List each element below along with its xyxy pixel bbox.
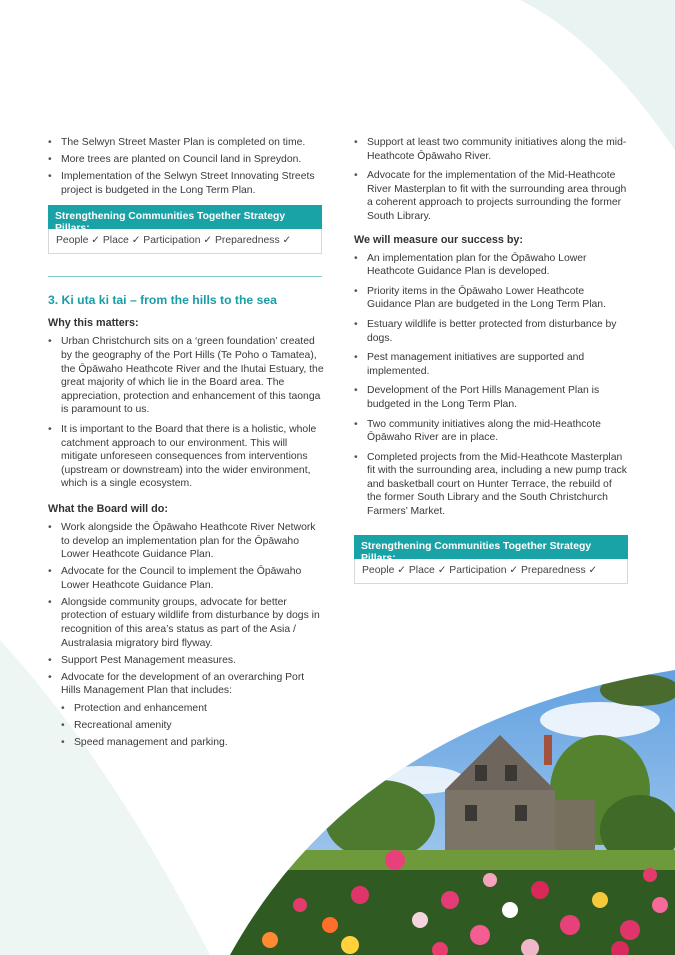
pillars-box <box>48 205 322 254</box>
list-item: • More trees are planted on Council land in Spreydon. <box>48 153 324 167</box>
section-divider <box>48 276 322 277</box>
why-heading: Why this matters: <box>48 317 139 330</box>
list-item: • Advocate for the Council to implement the Ōpāwaho Lower Heathcote Guidance Plan. <box>48 565 324 592</box>
left-column <box>48 136 324 753</box>
pillars-heading: Strengthening Communities Together Strategy Pillars: <box>48 205 322 229</box>
measure-heading: We will measure our success by: <box>354 233 524 246</box>
pillars-values: People ✓ Place ✓ Participation ✓ Preparedness ✓ <box>354 559 628 584</box>
list-item: • Advocate for the development of an overarching Port Hills Management Plan that includes: <box>48 671 324 698</box>
list-item: • Priority items in the Ōpāwaho Lower Heathcote Guidance Plan are budgeted in the Long Term Plan. <box>354 285 629 312</box>
section-title: 3. Ki uta ki tai – from the hills to the sea <box>48 293 277 308</box>
list-item: • Two community initiatives along the mid-Heathcote Ōpāwaho River are in place. <box>354 418 629 445</box>
why-bullet-list <box>48 335 324 491</box>
list-item: • Urban Christchurch sits on a ‘green foundation’ created by the geography of the Port Hills (Te Poho o Tamatea), the Ōpāwaho Heathcote River and the Ihutai Estuary, the great majority of which lie in the Board area. The appreciation, protection and enhancement of this taonga is paramount to us. <box>48 335 324 417</box>
list-item: • Support Pest Management measures. <box>48 654 324 668</box>
list-item: • Recreational amenity <box>61 719 324 733</box>
board-bullet-list <box>48 521 324 698</box>
list-item: • Protection and enhancement <box>61 702 324 716</box>
intro-bullet-list <box>48 136 324 197</box>
list-item: • The Selwyn Street Master Plan is completed on time. <box>48 136 324 150</box>
list-item: • It is important to the Board that there is a holistic, whole catchment approach to our environment. This will mitigate unforeseen consequences from interventions (upstream or downstream) into the wider environment, which is a single ecosystem. <box>48 423 324 491</box>
list-item: • An implementation plan for the Ōpāwaho Lower Heathcote Guidance Plan is developed. <box>354 252 629 279</box>
list-item: • Estuary wildlife is better protected from disturbance by dogs. <box>354 318 629 345</box>
pillars-heading: Strengthening Communities Together Strategy Pillars: <box>354 535 628 559</box>
sub-bullet-list <box>61 702 324 750</box>
right-intro-bullet-list <box>354 136 629 224</box>
list-item: • Alongside community groups, advocate for better protection of estuary wildlife from disturbance by dogs in recognition of this area’s status as part of the Asia / Australasia migratory bird flyway. <box>48 596 324 650</box>
list-item: • Pest management initiatives are supported and implemented. <box>354 351 629 378</box>
list-item: • Advocate for the implementation of the Mid-Heathcote River Masterplan to fit with the surrounding area through a coherent approach to projects surrounding the former South Library. <box>354 169 629 223</box>
board-heading: What the Board will do: <box>48 502 168 515</box>
pillars-box <box>354 535 628 584</box>
pillars-values: People ✓ Place ✓ Participation ✓ Preparedness ✓ <box>48 229 322 254</box>
measure-bullet-list <box>354 252 629 519</box>
list-item: • Completed projects from the Mid-Heathcote Masterplan fit with the surrounding area, including a new pump track and basketball court on Hunter Terrace, the rebuild of the former South Library and the South Christchurch Farmers’ Market. <box>354 451 629 519</box>
list-item: • Development of the Port Hills Management Plan is budgeted in the Long Term Plan. <box>354 384 629 411</box>
right-column <box>354 136 629 584</box>
list-item: • Support at least two community initiatives along the mid-Heathcote Ōpāwaho River. <box>354 136 629 163</box>
list-item: • Speed management and parking. <box>61 736 324 750</box>
list-item: • Work alongside the Ōpāwaho Heathcote River Network to develop an implementation plan for the Ōpāwaho Lower Heathcote Guidance Plan. <box>48 521 324 562</box>
list-item: • Implementation of the Selwyn Street Innovating Streets project is budgeted in the Long Term Plan. <box>48 170 324 197</box>
